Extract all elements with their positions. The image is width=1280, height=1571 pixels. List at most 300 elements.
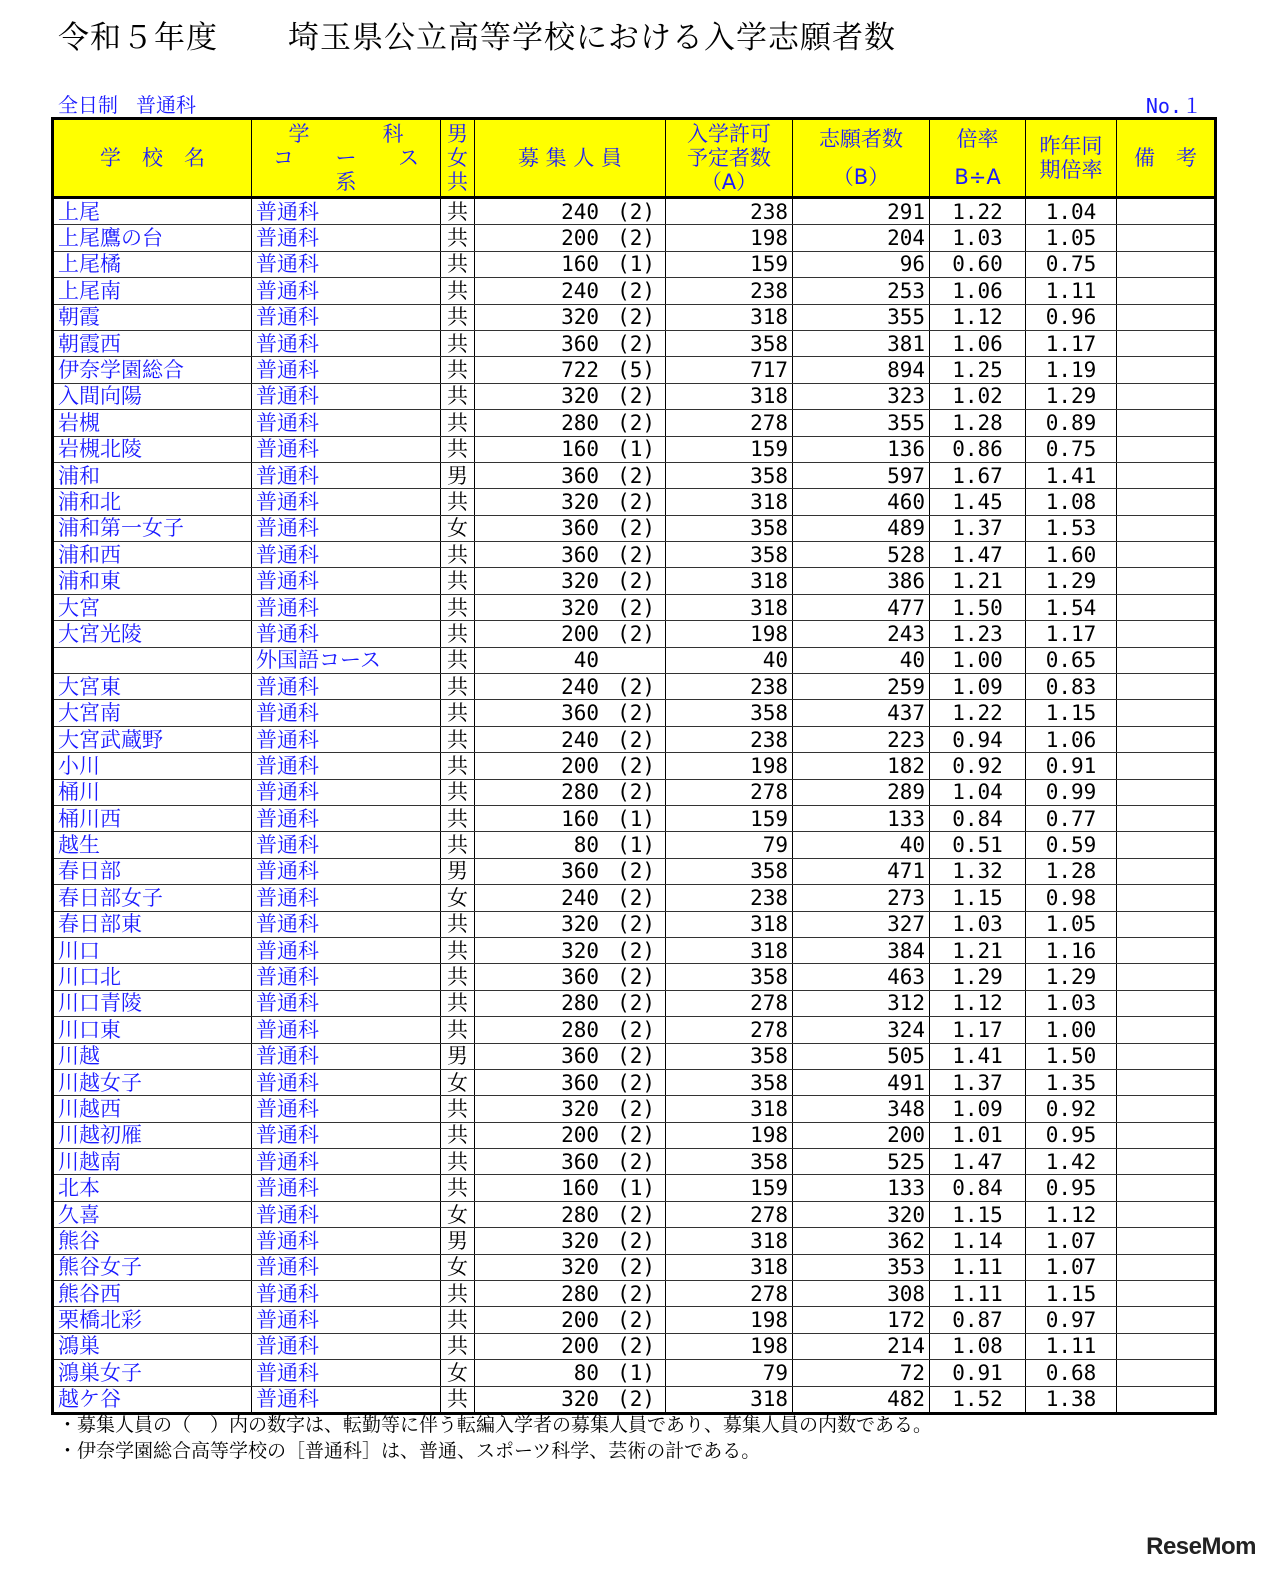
cell-last-ratio: 1.07 [1026, 1254, 1117, 1280]
cell-ratio: 1.11 [930, 1254, 1026, 1280]
cell-applicants: 291 [793, 198, 930, 225]
cell-sex: 共 [441, 436, 475, 462]
cell-last-ratio: 0.65 [1026, 647, 1117, 673]
cell-admit: 358 [666, 1043, 793, 1069]
cell-last-ratio: 1.12 [1026, 1201, 1117, 1227]
cell-sex: 共 [441, 911, 475, 937]
cell-remarks [1117, 1043, 1216, 1069]
cell-applicants: 489 [793, 515, 930, 541]
cell-ratio: 1.21 [930, 568, 1026, 594]
cell-school: 大宮 [53, 594, 252, 620]
cell-last-ratio: 0.95 [1026, 1175, 1117, 1201]
cell-school: 栗橋北彩 [53, 1307, 252, 1333]
cell-course: 普通科 [252, 1017, 441, 1043]
cell-school: 越ケ谷 [53, 1386, 252, 1413]
quota-transfer: (2) [617, 859, 655, 884]
cell-ratio: 0.60 [930, 251, 1026, 277]
quota-value: 280 [561, 780, 599, 805]
cell-quota [475, 621, 666, 647]
quota-value: 320 [561, 1096, 599, 1121]
cell-course: 普通科 [252, 225, 441, 251]
cell-applicants: 528 [793, 542, 930, 568]
cell-admit: 358 [666, 462, 793, 488]
cell-school: 北本 [53, 1175, 252, 1201]
cell-quota [475, 885, 666, 911]
quota-value: 320 [561, 1228, 599, 1253]
cell-sex: 共 [441, 937, 475, 963]
quota-value: 280 [561, 1017, 599, 1042]
table-row [53, 937, 1216, 963]
footnote: ・募集人員の（ ）内の数字は、転勤等に伴う転編入学者の募集人員であり、募集人員の内数である。 [58, 1414, 933, 1436]
cell-last-ratio: 1.60 [1026, 542, 1117, 568]
cell-remarks [1117, 1175, 1216, 1201]
cell-quota [475, 462, 666, 488]
quota-transfer: (2) [617, 384, 655, 409]
cell-school: 川越女子 [53, 1069, 252, 1095]
cell-admit: 278 [666, 779, 793, 805]
cell-course: 普通科 [252, 1069, 441, 1095]
cell-admit: 358 [666, 330, 793, 356]
cell-remarks [1117, 568, 1216, 594]
cell-sex: 共 [441, 1149, 475, 1175]
cell-admit: 318 [666, 937, 793, 963]
cell-last-ratio: 0.75 [1026, 251, 1117, 277]
cell-school: 川越南 [53, 1149, 252, 1175]
table-row [53, 1307, 1216, 1333]
quota-value: 360 [561, 859, 599, 884]
cell-last-ratio: 1.07 [1026, 1228, 1117, 1254]
header-last-ratio: 昨年同 期倍率 [1026, 119, 1117, 198]
cell-school: 上尾 [53, 198, 252, 225]
cell-remarks [1117, 832, 1216, 858]
cell-remarks [1117, 1307, 1216, 1333]
cell-sex: 女 [441, 515, 475, 541]
quota-value: 320 [561, 912, 599, 937]
subtitle-type: 全日制 [58, 93, 118, 117]
quota-transfer: (2) [617, 1228, 655, 1253]
cell-sex: 共 [441, 700, 475, 726]
cell-course: 普通科 [252, 1175, 441, 1201]
cell-ratio: 1.17 [930, 1017, 1026, 1043]
cell-remarks [1117, 489, 1216, 515]
table-row [53, 225, 1216, 251]
quota-transfer: (2) [617, 1044, 655, 1069]
cell-ratio: 1.29 [930, 964, 1026, 990]
cell-admit: 318 [666, 1228, 793, 1254]
cell-course: 普通科 [252, 278, 441, 304]
cell-admit: 198 [666, 1333, 793, 1359]
quota-transfer: (1) [617, 806, 655, 831]
cell-sex: 共 [441, 489, 475, 515]
cell-ratio: 1.22 [930, 198, 1026, 225]
cell-ratio: 1.12 [930, 990, 1026, 1016]
cell-school: 川口東 [53, 1017, 252, 1043]
cell-applicants: 259 [793, 674, 930, 700]
title-year: 令和５年度 [58, 20, 218, 56]
quota-transfer: (2) [617, 410, 655, 435]
cell-last-ratio: 1.53 [1026, 515, 1117, 541]
cell-last-ratio: 1.15 [1026, 700, 1117, 726]
cell-remarks [1117, 1254, 1216, 1280]
quota-transfer: (2) [617, 542, 655, 567]
cell-school: 熊谷女子 [53, 1254, 252, 1280]
cell-applicants: 214 [793, 1333, 930, 1359]
cell-ratio: 0.92 [930, 753, 1026, 779]
cell-quota [475, 436, 666, 462]
cell-school: 久喜 [53, 1201, 252, 1227]
cell-sex: 共 [441, 753, 475, 779]
cell-ratio: 0.84 [930, 1175, 1026, 1201]
cell-last-ratio: 0.91 [1026, 753, 1117, 779]
cell-school: 浦和東 [53, 568, 252, 594]
cell-sex: 共 [441, 225, 475, 251]
cell-last-ratio: 1.19 [1026, 357, 1117, 383]
cell-sex: 共 [441, 674, 475, 700]
cell-sex: 共 [441, 278, 475, 304]
section-subtitle [58, 92, 196, 118]
cell-admit: 238 [666, 885, 793, 911]
quota-value: 320 [561, 384, 599, 409]
cell-course: 普通科 [252, 964, 441, 990]
cell-last-ratio: 1.08 [1026, 489, 1117, 515]
cell-school: 熊谷 [53, 1228, 252, 1254]
cell-admit: 358 [666, 1149, 793, 1175]
cell-applicants: 437 [793, 700, 930, 726]
quota-value: 200 [561, 226, 599, 251]
table-row [53, 1122, 1216, 1148]
quota-transfer: (2) [617, 595, 655, 620]
cell-sex: 共 [441, 1307, 475, 1333]
cell-school: 上尾鷹の台 [53, 225, 252, 251]
cell-course: 普通科 [252, 410, 441, 436]
cell-school: 入間向陽 [53, 383, 252, 409]
cell-last-ratio: 0.92 [1026, 1096, 1117, 1122]
cell-quota [475, 1017, 666, 1043]
header-ratio: 倍率 B÷A [930, 119, 1026, 198]
cell-sex: 共 [441, 1096, 475, 1122]
cell-course: 普通科 [252, 700, 441, 726]
cell-course: 普通科 [252, 489, 441, 515]
table-row [53, 726, 1216, 752]
cell-school: 上尾橘 [53, 251, 252, 277]
cell-last-ratio: 0.77 [1026, 805, 1117, 831]
table-row [53, 753, 1216, 779]
cell-admit: 358 [666, 542, 793, 568]
table-row [53, 304, 1216, 330]
table-row [53, 410, 1216, 436]
cell-applicants: 355 [793, 410, 930, 436]
cell-school: 川口 [53, 937, 252, 963]
cell-applicants: 133 [793, 1175, 930, 1201]
table-row [53, 1096, 1216, 1122]
quota-transfer: (1) [617, 437, 655, 462]
cell-remarks [1117, 1281, 1216, 1307]
cell-applicants: 362 [793, 1228, 930, 1254]
quota-transfer: (2) [617, 463, 655, 488]
cell-quota [475, 489, 666, 515]
cell-sex: 共 [441, 647, 475, 673]
cell-last-ratio: 1.29 [1026, 964, 1117, 990]
cell-last-ratio: 1.50 [1026, 1043, 1117, 1069]
cell-quota [475, 700, 666, 726]
cell-quota [475, 753, 666, 779]
cell-admit: 318 [666, 1096, 793, 1122]
cell-course: 普通科 [252, 1307, 441, 1333]
table-row [53, 674, 1216, 700]
cell-last-ratio: 1.00 [1026, 1017, 1117, 1043]
cell-quota [475, 779, 666, 805]
cell-admit: 198 [666, 753, 793, 779]
cell-admit: 278 [666, 1281, 793, 1307]
cell-last-ratio: 1.05 [1026, 225, 1117, 251]
quota-value: 80 [573, 1360, 599, 1385]
cell-quota [475, 726, 666, 752]
cell-last-ratio: 0.99 [1026, 779, 1117, 805]
cell-school: 大宮南 [53, 700, 252, 726]
cell-sex: 共 [441, 990, 475, 1016]
quota-transfer: (2) [617, 965, 655, 990]
cell-ratio: 0.87 [930, 1307, 1026, 1333]
cell-sex: 共 [441, 1386, 475, 1413]
cell-applicants: 381 [793, 330, 930, 356]
cell-applicants: 477 [793, 594, 930, 620]
cell-school: 浦和 [53, 462, 252, 488]
cell-ratio: 1.47 [930, 542, 1026, 568]
cell-quota [475, 304, 666, 330]
cell-ratio: 1.08 [930, 1333, 1026, 1359]
cell-quota [475, 1096, 666, 1122]
table-row [53, 1228, 1216, 1254]
cell-sex: 共 [441, 410, 475, 436]
table-row [53, 462, 1216, 488]
cell-quota [475, 805, 666, 831]
cell-admit: 318 [666, 594, 793, 620]
table-row [53, 568, 1216, 594]
cell-quota [475, 594, 666, 620]
cell-quota [475, 1386, 666, 1413]
cell-sex: 共 [441, 251, 475, 277]
cell-admit: 717 [666, 357, 793, 383]
quota-transfer: (2) [617, 1096, 655, 1121]
table-header-row [53, 119, 1216, 198]
cell-ratio: 1.11 [930, 1281, 1026, 1307]
cell-remarks [1117, 594, 1216, 620]
cell-ratio: 1.09 [930, 674, 1026, 700]
quota-transfer: (2) [617, 780, 655, 805]
cell-course: 普通科 [252, 1386, 441, 1413]
quota-transfer: (1) [617, 833, 655, 858]
cell-course: 普通科 [252, 436, 441, 462]
cell-applicants: 172 [793, 1307, 930, 1333]
quota-transfer: (2) [617, 1387, 655, 1412]
cell-last-ratio: 1.16 [1026, 937, 1117, 963]
cell-applicants: 312 [793, 990, 930, 1016]
cell-school: 鴻巣女子 [53, 1360, 252, 1386]
cell-sex: 共 [441, 383, 475, 409]
cell-school: 熊谷西 [53, 1281, 252, 1307]
cell-sex: 女 [441, 885, 475, 911]
cell-sex: 共 [441, 964, 475, 990]
cell-applicants: 182 [793, 753, 930, 779]
cell-school: 桶川西 [53, 805, 252, 831]
cell-last-ratio: 1.38 [1026, 1386, 1117, 1413]
quota-value: 360 [561, 701, 599, 726]
applicants-table [51, 117, 1217, 1415]
cell-remarks [1117, 621, 1216, 647]
table-row [53, 1281, 1216, 1307]
cell-admit: 79 [666, 1360, 793, 1386]
cell-admit: 238 [666, 726, 793, 752]
quota-value: 360 [561, 1044, 599, 1069]
cell-applicants: 471 [793, 858, 930, 884]
header-quota: 募 集 人 員 [475, 119, 666, 198]
cell-sex: 共 [441, 1281, 475, 1307]
footnote: ・伊奈学園総合高等学校の［普通科］は、普通、スポーツ科学、芸術の計である。 [58, 1440, 761, 1462]
cell-quota [475, 858, 666, 884]
quota-transfer: (2) [617, 1202, 655, 1227]
cell-applicants: 223 [793, 726, 930, 752]
table-row [53, 436, 1216, 462]
cell-ratio: 1.45 [930, 489, 1026, 515]
cell-ratio: 1.25 [930, 357, 1026, 383]
cell-applicants: 327 [793, 911, 930, 937]
cell-course: 外国語コース [252, 647, 441, 673]
quota-value: 240 [561, 199, 599, 224]
cell-ratio: 1.50 [930, 594, 1026, 620]
quota-transfer: (2) [617, 674, 655, 699]
cell-ratio: 1.03 [930, 225, 1026, 251]
cell-remarks [1117, 383, 1216, 409]
table-row [53, 251, 1216, 277]
cell-applicants: 460 [793, 489, 930, 515]
cell-remarks [1117, 805, 1216, 831]
cell-quota [475, 1175, 666, 1201]
quota-transfer: (2) [617, 278, 655, 303]
cell-admit: 278 [666, 990, 793, 1016]
cell-applicants: 505 [793, 1043, 930, 1069]
cell-sex: 共 [441, 621, 475, 647]
quota-value: 320 [561, 1387, 599, 1412]
cell-last-ratio: 1.29 [1026, 568, 1117, 594]
cell-remarks [1117, 462, 1216, 488]
cell-applicants: 72 [793, 1360, 930, 1386]
cell-course: 普通科 [252, 858, 441, 884]
cell-school: 川口青陵 [53, 990, 252, 1016]
cell-course: 普通科 [252, 568, 441, 594]
cell-school: 浦和第一女子 [53, 515, 252, 541]
cell-last-ratio: 0.97 [1026, 1307, 1117, 1333]
footnotes [58, 1412, 932, 1464]
table-row [53, 700, 1216, 726]
cell-course: 普通科 [252, 1201, 441, 1227]
title-main: 埼玉県公立高等学校における入学志願者数 [288, 20, 896, 56]
cell-quota [475, 278, 666, 304]
cell-ratio: 1.00 [930, 647, 1026, 673]
cell-remarks [1117, 1122, 1216, 1148]
cell-last-ratio: 1.35 [1026, 1069, 1117, 1095]
cell-admit: 278 [666, 410, 793, 436]
table-row [53, 621, 1216, 647]
cell-sex: 女 [441, 1254, 475, 1280]
cell-admit: 198 [666, 225, 793, 251]
cell-school: 朝霞西 [53, 330, 252, 356]
quota-value: 40 [573, 648, 599, 673]
quota-value: 280 [561, 1281, 599, 1306]
quota-value: 160 [561, 252, 599, 277]
cell-quota [475, 542, 666, 568]
quota-value: 320 [561, 489, 599, 514]
quota-value: 160 [561, 806, 599, 831]
cell-course: 普通科 [252, 251, 441, 277]
cell-quota [475, 225, 666, 251]
cell-quota [475, 357, 666, 383]
cell-quota [475, 1254, 666, 1280]
cell-course: 普通科 [252, 832, 441, 858]
cell-quota [475, 674, 666, 700]
cell-course: 普通科 [252, 805, 441, 831]
cell-quota [475, 1281, 666, 1307]
table-row [53, 357, 1216, 383]
cell-ratio: 0.86 [930, 436, 1026, 462]
quota-transfer: (2) [617, 489, 655, 514]
cell-applicants: 463 [793, 964, 930, 990]
cell-course: 普通科 [252, 198, 441, 225]
quota-transfer: (2) [617, 991, 655, 1016]
quota-transfer: (2) [617, 1281, 655, 1306]
table-row [53, 1069, 1216, 1095]
cell-sex: 共 [441, 1333, 475, 1359]
cell-ratio: 1.01 [930, 1122, 1026, 1148]
cell-quota [475, 1307, 666, 1333]
cell-remarks [1117, 251, 1216, 277]
cell-applicants: 289 [793, 779, 930, 805]
cell-ratio: 1.06 [930, 278, 1026, 304]
cell-admit: 238 [666, 278, 793, 304]
cell-admit: 278 [666, 1201, 793, 1227]
cell-school [53, 647, 252, 673]
cell-remarks [1117, 911, 1216, 937]
cell-ratio: 1.67 [930, 462, 1026, 488]
cell-admit: 358 [666, 1069, 793, 1095]
cell-sex: 男 [441, 462, 475, 488]
cell-remarks [1117, 1360, 1216, 1386]
cell-last-ratio: 1.11 [1026, 278, 1117, 304]
cell-admit: 318 [666, 489, 793, 515]
quota-value: 240 [561, 727, 599, 752]
quota-value: 320 [561, 1255, 599, 1280]
table-row [53, 515, 1216, 541]
cell-remarks [1117, 990, 1216, 1016]
cell-ratio: 0.91 [930, 1360, 1026, 1386]
cell-applicants: 136 [793, 436, 930, 462]
cell-course: 普通科 [252, 1122, 441, 1148]
cell-ratio: 1.04 [930, 779, 1026, 805]
cell-sex: 共 [441, 542, 475, 568]
quota-transfer: (2) [617, 569, 655, 594]
cell-ratio: 1.41 [930, 1043, 1026, 1069]
cell-quota [475, 1069, 666, 1095]
quota-transfer: (1) [617, 1176, 655, 1201]
header-admit: 入学許可 予定者数 （A） [666, 119, 793, 198]
page-number: No.１ [1145, 94, 1202, 118]
cell-course: 普通科 [252, 1281, 441, 1307]
cell-sex: 共 [441, 779, 475, 805]
header-sex: 男 女 共 [441, 119, 475, 198]
cell-applicants: 353 [793, 1254, 930, 1280]
cell-course: 普通科 [252, 726, 441, 752]
cell-sex: 共 [441, 594, 475, 620]
cell-ratio: 1.12 [930, 304, 1026, 330]
